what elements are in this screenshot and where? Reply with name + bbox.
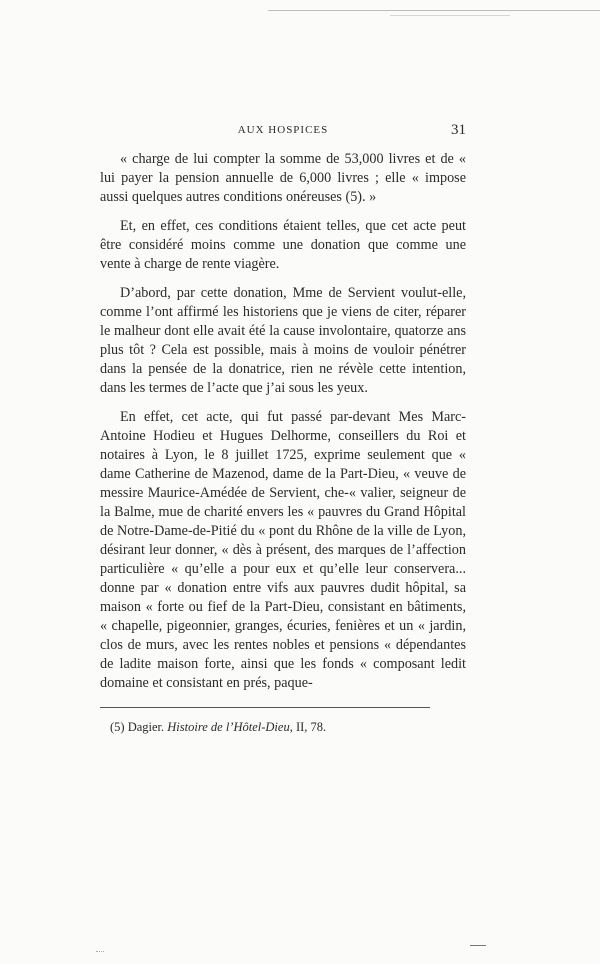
footnote-divider: [100, 707, 430, 708]
footnote-marker: (5): [110, 720, 125, 734]
paragraph: Et, en effet, ces conditions étaient telles, que cet acte peut être considéré moins comme une donation que comme une vente à charge de rente viagère.: [100, 218, 466, 272]
footnote-title: Histoire de l’Hôtel-Dieu: [167, 720, 290, 734]
scan-mark: [470, 945, 486, 946]
footnote-author: Dagier.: [127, 720, 165, 734]
page-header: [100, 124, 466, 142]
footnote-ref: , II, 78.: [289, 720, 327, 734]
scan-edge-line: [390, 15, 510, 16]
running-head: AUX HOSPICES: [237, 124, 329, 136]
body-text: [100, 150, 466, 693]
scan-edge-line: [268, 10, 600, 11]
footnote: [110, 720, 450, 735]
scan-mark: [96, 951, 104, 952]
paragraph: En effet, cet acte, qui fut passé par-devant Mes Marc-Antoine Hodieu et Hugues Delhorme, conseillers du Roi et notaires à Lyon, le 8 juillet 1725, exprime seulement que « dame Catherine de Mazenod, dame de la Part-Dieu, « veuve de messire Maurice-Amédée de Servient, che-« valier, seigneur de la Balme, mue de charité envers les « pauvres du Grand Hôpital de Notre-Dame-de-Pitié du « pont du Rhône de la ville de Lyon, désirant leur donner, « dès à présent, des marques de l’affection particulière « qu’elle a pour eux et qu’elle leur conservera... donne par « donation entre vifs aux pauvres dudit hôpital, sa maison « forte ou fief de la Part-Dieu, consistant en bâtiments, « chapelle, pigeonnier, granges, écuries, fenières et un « jardin, clos de murs, avec les rentes nobles et pensions « dépendantes de ladite maison forte, ainsi que les fonds « composant ledit domaine et consistant en prés, paque-: [100, 409, 466, 691]
page-number: 31: [451, 122, 466, 138]
paragraph: « charge de lui compter la somme de 53,000 livres et de « lui payer la pension annuelle de 6,000 livres ; elle « impose aussi quelques autres conditions onéreuses (5). »: [100, 151, 466, 205]
paragraph: D’abord, par cette donation, Mme de Servient voulut-elle, comme l’ont affirmé les historiens que je viens de citer, réparer le malheur dont elle avait été la cause involontaire, quatorze ans plus tôt ? Cela est possible, mais à moins de vouloir pénétrer dans la pensée de la donatrice, rien ne révèle cette intention, dans les termes de l’acte que j’ai sous les yeux.: [100, 285, 466, 396]
